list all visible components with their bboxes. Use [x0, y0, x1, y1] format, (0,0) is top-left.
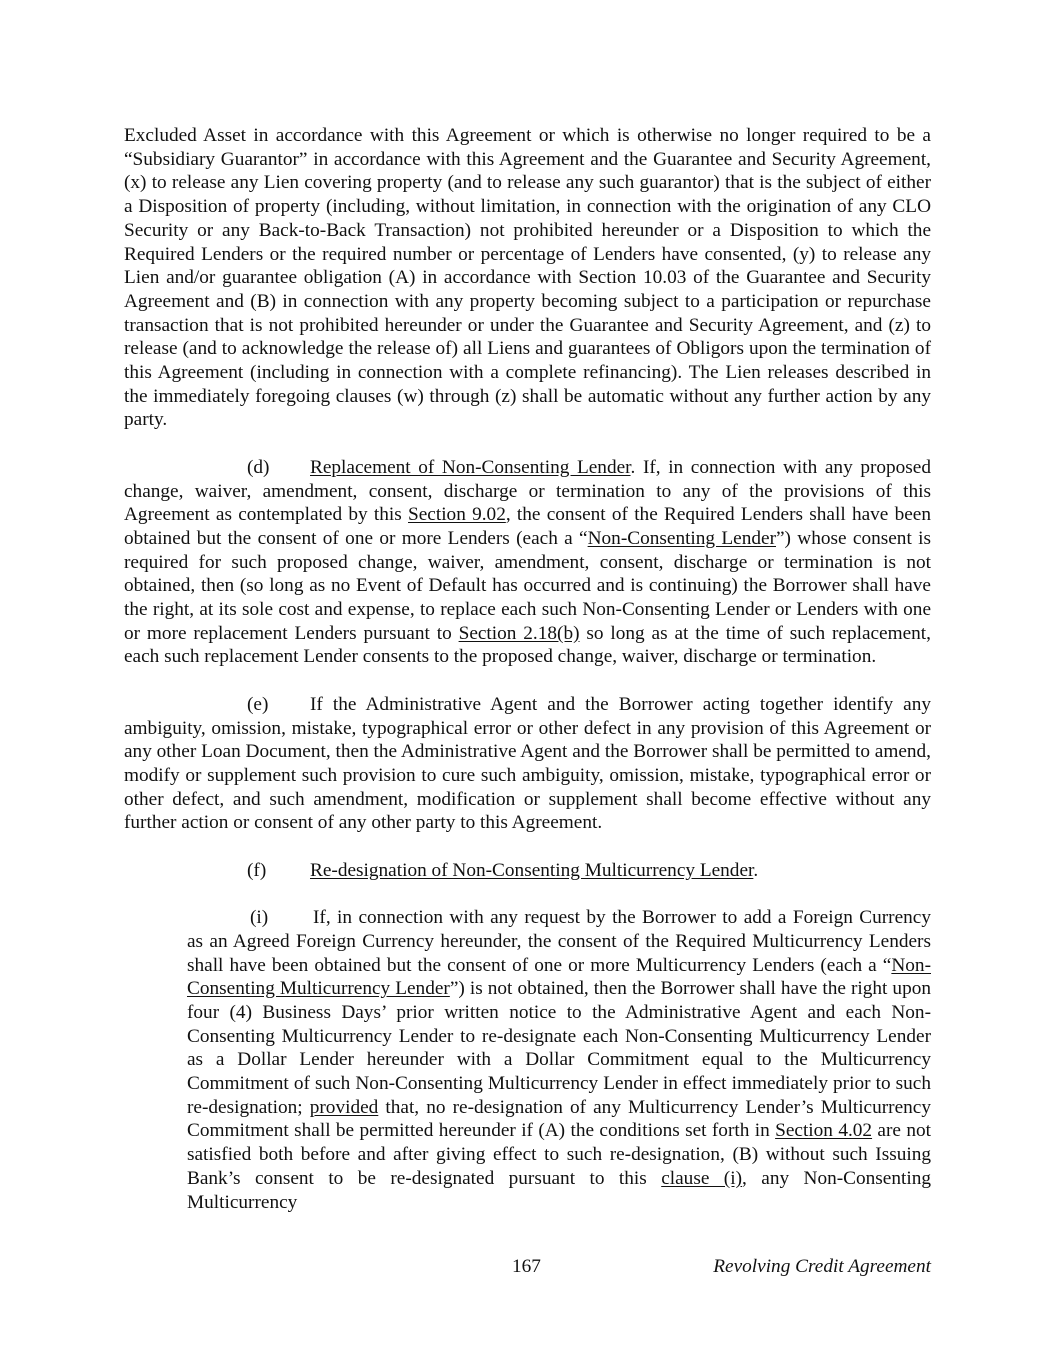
- section-e-label: (e): [247, 693, 269, 715]
- clause-i-link[interactable]: clause (i): [661, 1167, 743, 1189]
- section-d-paragraph: (d) Replacement of Non-Consenting Lender. If, in connection with any proposed change, waiver, amendment, consent, discharge or termination to any of the provisions of this Agreement as contemplated by this Section 9.02, the consent of the Required Lenders shall have been obtained but the consent of one or more Lenders (each a “Non-Consenting Lender”) whose consent is required for such proposed change, waiver, amendment, consent, discharge or termination is not obtained, then (so long as no Event of Default has occurred and is continuing) the Borrower shall have the right, at its sole cost and expense, to replace each such Non-Consenting Lender or Lenders with one or more replacement Lenders pursuant to Section 2.18(b) so long as at the time of such replacement, each such replacement Lender consents to the proposed change, waiver, discharge or termination.: [124, 456, 932, 668]
- defined-term-non-consenting-multicurrency-lender: Non-Consenting Multicurrency Lender: [187, 954, 931, 1000]
- section-e-text: If the Administrative Agent and the Borrower acting together identify any ambiguity, omission, mistake, typographical error or other defect in any provision of this Agreement or any other Loan Document, then the Administrative Agent and the Borrower shall be permitted to amend, modify or supplement such provision to cure such ambiguity, omission, mistake, typographical error or other defect, and such amendment, modification or supplement shall become effective without any further action or consent of any other party to this Agreement.: [124, 693, 931, 834]
- section-f-i-block: [187, 906, 931, 1214]
- section-9-02-link[interactable]: Section 9.02: [408, 504, 506, 526]
- section-d-label: (d): [247, 456, 270, 478]
- section-4-02-link[interactable]: Section 4.02: [775, 1120, 873, 1142]
- section-e-paragraph: [124, 693, 931, 835]
- continuation-paragraph: Excluded Asset in accordance with this Agreement or which is otherwise no longer required to be a “Subsidiary Guarantor” in accordance with this Agreement and the Guarantee and Security Agreement, (x) to release any Lien covering property (and to release any such guarantor) that is the subject of either a Disposition of property (including, without limitation, in connection with the origination of any CLO Security or any Back-to-Back Transaction) not prohibited hereunder or a Disposition to which the Required Lenders or the required number or percentage of Lenders have consented, (y) to release any Lien and/or guarantee obligation (A) in accordance with Section 10.03 of the Guarantee and Security Agreement and (B) in connection with any property becoming subject to a participation or repurchase transaction that is not prohibited hereunder or under the Guarantee and Security Agreement, and (z) to release (and to acknowledge the release of) all Liens and guarantees of Obligors upon the termination of this Agreement (including in connection with a complete refinancing). The Lien releases described in the immediately foregoing clauses (w) through (z) shall be automatic without any further action by any party.: [124, 125, 931, 431]
- section-d-heading: Replacement of Non-Consenting Lender: [310, 456, 631, 478]
- section-f-label: (f): [247, 859, 267, 881]
- section-f-i-label: (i): [250, 907, 269, 929]
- section-f-heading-paragraph: (f) Re-designation of Non-Consenting Multicurrency Lender.: [247, 859, 759, 881]
- section-2-18b-link[interactable]: Section 2.18(b): [458, 622, 580, 644]
- page-footer: [124, 1256, 931, 1280]
- section-f-i-paragraph: (i) If, in connection with any request by the Borrower to add a Foreign Currency as an Agreed Foreign Currency hereunder, the consent of the Required Multicurrency Lenders shall have been obtained but the consent of one or more Multicurrency Lenders (each a “Non-Consenting Multicurrency Lender”) is not obtained, then the Borrower shall have the right upon four (4) Business Days’ prior written notice to the Administrative Agent and each Non-Consenting Multicurrency Lender to re-designate each Non-Consenting Multicurrency Lender as a Dollar Lender hereunder with a Dollar Commitment equal to the Multicurrency Commitment of such Non-Consenting Multicurrency Lender in effect immediately prior to such re-designation; provided that, no re-designation of any Multicurrency Lender’s Multicurrency Commitment shall be permitted hereunder if (A) the conditions set forth in Section 4.02 are not satisfied both before and after giving effect to such re-designation, (B) without such Issuing Bank’s consent to be re-designated pursuant to this clause (i), any Non-Consenting Multicurrency: [187, 907, 931, 1213]
- document-title: Revolving Credit Agreement: [713, 1256, 931, 1277]
- page-number: 167: [512, 1256, 541, 1277]
- provided-term: provided: [309, 1096, 379, 1118]
- section-f-heading: Re-designation of Non-Consenting Multicurrency Lender: [310, 859, 754, 881]
- document-page: [124, 124, 931, 1214]
- defined-term-non-consenting-lender: Non-Consenting Lender: [587, 527, 776, 549]
